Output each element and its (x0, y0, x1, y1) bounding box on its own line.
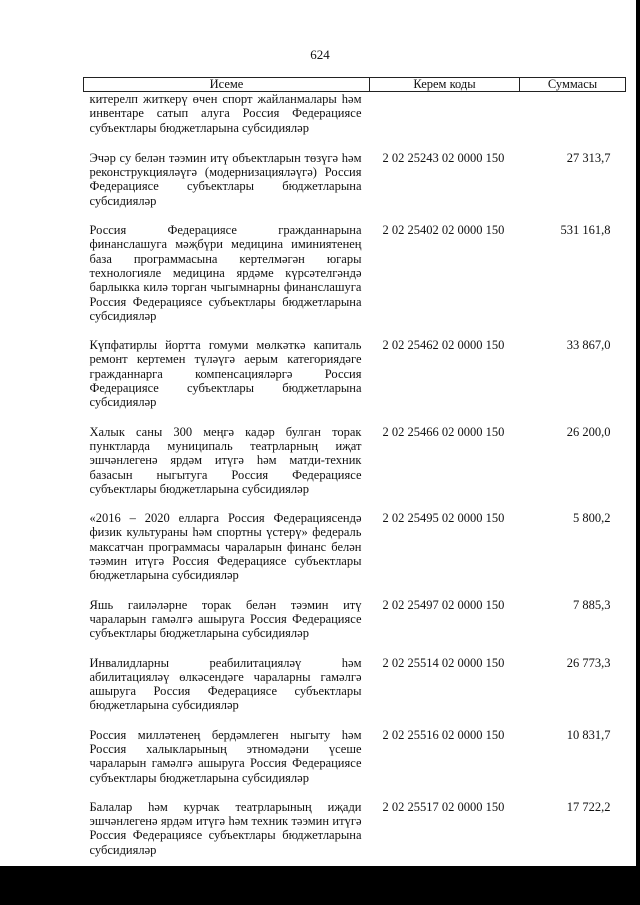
table-row (84, 656, 626, 728)
header-name: Исеме (84, 78, 370, 92)
row-name: Балалар һәм курчак театрларының иҗади эшчәнлегенә ярдәм итүгә һәм техник тәэмин итүгә Россия Федерациясе субъектлары бюджетларына субсидияләр (89, 799, 362, 857)
row-name: Халык саны 300 меңгә кадәр булган торак пунктларда муниципаль театрларның иҗат эшчәнлегенә ярдәм итүгә һәм матди-техник базасын ныгытуга Россия Федерациясе субъектлары бюджетларына субсидияләр (89, 424, 362, 496)
header-code: Керем коды (370, 78, 520, 92)
row-sum: 10 831,7 (566, 727, 611, 742)
table-row-continued (84, 92, 626, 151)
row-sum: 26 773,3 (566, 655, 611, 670)
row-code: 2 02 25402 02 0000 150 (382, 223, 505, 238)
row-name: «2016 – 2020 елларга Россия Федерациясендә физик культураны һәм спортны үстерү» федераль максатчан программасы чараларын финанс белән тәэмин итүгә Россия Федерациясе субъектлары бюджетларына субсидияләр (89, 511, 362, 583)
table-row (84, 223, 626, 338)
page-number: 624 (310, 47, 330, 62)
row-code: 2 02 25462 02 0000 150 (382, 338, 505, 353)
row-code: 2 02 25243 02 0000 150 (382, 150, 505, 165)
row-sum: 7 885,3 (573, 597, 611, 612)
row-code: 2 02 25497 02 0000 150 (382, 597, 505, 612)
table-row (84, 728, 626, 800)
table-row (84, 800, 626, 872)
row-sum: 17 722,2 (566, 799, 611, 814)
header-sum: Суммасы (520, 78, 626, 92)
table-header-row (84, 78, 626, 92)
row-code: 2 02 25466 02 0000 150 (382, 424, 505, 439)
row-name: Инвалидларны реабилитацияләү һәм абилитацияләү өлкәсендәге чараларны гамәлгә ашыруга Россия Федерациясе субъектлары бюджетларына субсидияләр (89, 655, 362, 713)
table-row (84, 338, 626, 424)
scan-edge-bottom (0, 866, 640, 905)
row-sum: 26 200,0 (566, 424, 611, 439)
row-code: 2 02 25516 02 0000 150 (382, 727, 505, 742)
row-sum: 531 161,8 (560, 223, 611, 238)
row-name: Россия Федерациясе гражданнарына финанслашуга мәҗбүри медицина иминиятенең база программасына кертелмәгән югары технологияле медицина ярдәме күрсәтелгәндә барлыкка килә торган чыгымнарны финанслашуга Россия Федерациясе субъектлары бюджетларына субсидияләр (89, 223, 362, 323)
row-name: Яшь гаиләләрне торак белән тәэмин итү чараларын гамәлгә ашыруга Россия Федерациясе субъектлары бюджетларына субсидияләр (89, 597, 362, 641)
table-row (84, 598, 626, 656)
table-row (84, 151, 626, 223)
row-sum: 33 867,0 (566, 338, 611, 353)
row-name: Эчәр су белән тәэмин итү объектларын төзүгә һәм реконструкцияләүгә (модернизацияләүгә) Россия Федерациясе субъектлары бюджетларына субсидияләр (89, 150, 362, 208)
row-code: 2 02 25495 02 0000 150 (382, 511, 505, 526)
table-row (84, 511, 626, 597)
scan-edge-right (636, 0, 640, 866)
row-name: Россия милләтенең бердәмлеген ныгыту һәм Россия халыкларының этномәдәни үсеше чараларын гамәлгә ашыруга Россия Федерациясе субъектлары бюджетларына субсидияләр (89, 727, 362, 785)
row-code: 2 02 25514 02 0000 150 (382, 655, 505, 670)
budget-table (83, 77, 626, 886)
row-name: Күпфатирлы йортта гомуми мөлкәткә капиталь ремонт кертемен түләүгә аерым категориядәге гражданнарга компенсацияләргә Россия Федерациясе субъектлары бюджетларына субсидияләр (89, 338, 362, 410)
row-sum: 5 800,2 (573, 511, 611, 526)
row-name: китерелп житкерү өчен спорт жайланмалары һәм инвентаре сатып алуга Россия Федерациясе субъектлары бюджетларына субсидияләр (89, 92, 362, 135)
table-row (84, 425, 626, 511)
row-code: 2 02 25517 02 0000 150 (382, 799, 505, 814)
row-sum: 27 313,7 (566, 150, 611, 165)
